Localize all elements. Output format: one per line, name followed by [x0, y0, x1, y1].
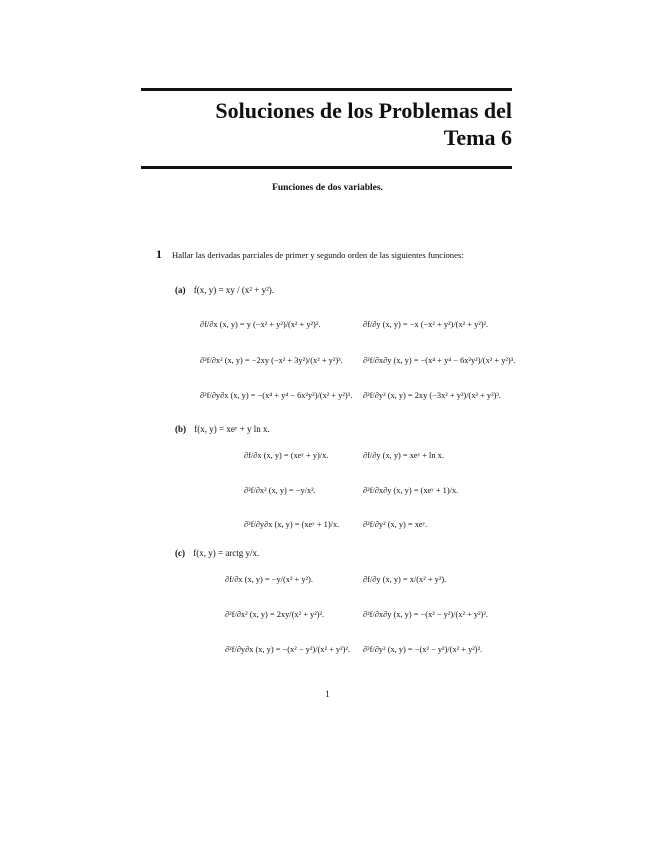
- eq-b-fyx: ∂²f/∂y∂x (x, y) = (xeʸ + 1)/x.: [244, 520, 340, 529]
- title-line-2: Tema 6: [443, 125, 512, 150]
- part-a-function-text: f(x, y) = xy / (x² + y²).: [193, 285, 275, 295]
- part-c-label: (c): [175, 548, 185, 558]
- eq-b-fyy: ∂²f/∂y² (x, y) = xeʸ.: [363, 520, 428, 529]
- eq-c-fyy: ∂²f/∂y² (x, y) = −(x² − y²)/(x² + y²)².: [363, 645, 483, 654]
- eq-c-fxy: ∂²f/∂x∂y (x, y) = −(x² − y²)/(x² + y²)².: [363, 610, 488, 619]
- eq-b-fxx: ∂²f/∂x² (x, y) = −y/x².: [244, 486, 316, 495]
- eq-b-fx: ∂f/∂x (x, y) = (xeʸ + y)/x.: [244, 451, 329, 460]
- part-c-function-text: f(x, y) = arctg y/x.: [193, 548, 260, 558]
- eq-a-fx: ∂f/∂x (x, y) = y (−x² + y²)/(x² + y²)².: [200, 320, 321, 329]
- eq-c-fyx: ∂²f/∂y∂x (x, y) = −(x² − y²)/(x² + y²)².: [225, 645, 350, 654]
- eq-b-fy: ∂f/∂y (x, y) = xeʸ + ln x.: [363, 451, 444, 460]
- eq-a-fy: ∂f/∂y (x, y) = −x (−x² + y²)/(x² + y²)².: [363, 320, 489, 329]
- problem-statement: Hallar las derivadas parciales de primer y segundo orden de las siguientes funciones:: [172, 250, 464, 260]
- eq-a-fxy: ∂²f/∂x∂y (x, y) = −(x⁴ + y⁴ − 6x²y²)/(x² + y²)³.: [363, 356, 516, 365]
- title-line-1: Soluciones de los Problemas del: [215, 98, 512, 123]
- part-a-function: [175, 285, 274, 295]
- eq-c-fxx: ∂²f/∂x² (x, y) = 2xy/(x² + y²)².: [225, 610, 325, 619]
- part-a-label: (a): [175, 285, 186, 295]
- part-b-function-text: f(x, y) = xeʸ + y ln x.: [194, 424, 270, 434]
- eq-c-fy: ∂f/∂y (x, y) = x/(x² + y²).: [363, 575, 447, 584]
- eq-c-fx: ∂f/∂x (x, y) = −y/(x² + y²).: [225, 575, 313, 584]
- page-number: 1: [325, 689, 330, 699]
- eq-a-fyx: ∂²f/∂y∂x (x, y) = −(x⁴ + y⁴ − 6x²y²)/(x² + y²)³.: [200, 391, 353, 400]
- problem-number: 1: [156, 247, 162, 261]
- part-b-function: [175, 424, 270, 434]
- eq-b-fxy: ∂²f/∂x∂y (x, y) = (xeʸ + 1)/x.: [363, 486, 459, 495]
- bottom-rule: [141, 166, 512, 169]
- eq-a-fxx: ∂²f/∂x² (x, y) = −2xy (−x² + 3y²)/(x² + y²)³.: [200, 356, 343, 365]
- top-rule: [141, 88, 512, 91]
- part-b-label: (b): [175, 424, 186, 434]
- part-c-function: [175, 548, 259, 558]
- eq-a-fyy: ∂²f/∂y² (x, y) = 2xy (−3x² + y²)/(x² + y²)³.: [363, 391, 502, 400]
- subtitle: Funciones de dos variables.: [272, 183, 383, 193]
